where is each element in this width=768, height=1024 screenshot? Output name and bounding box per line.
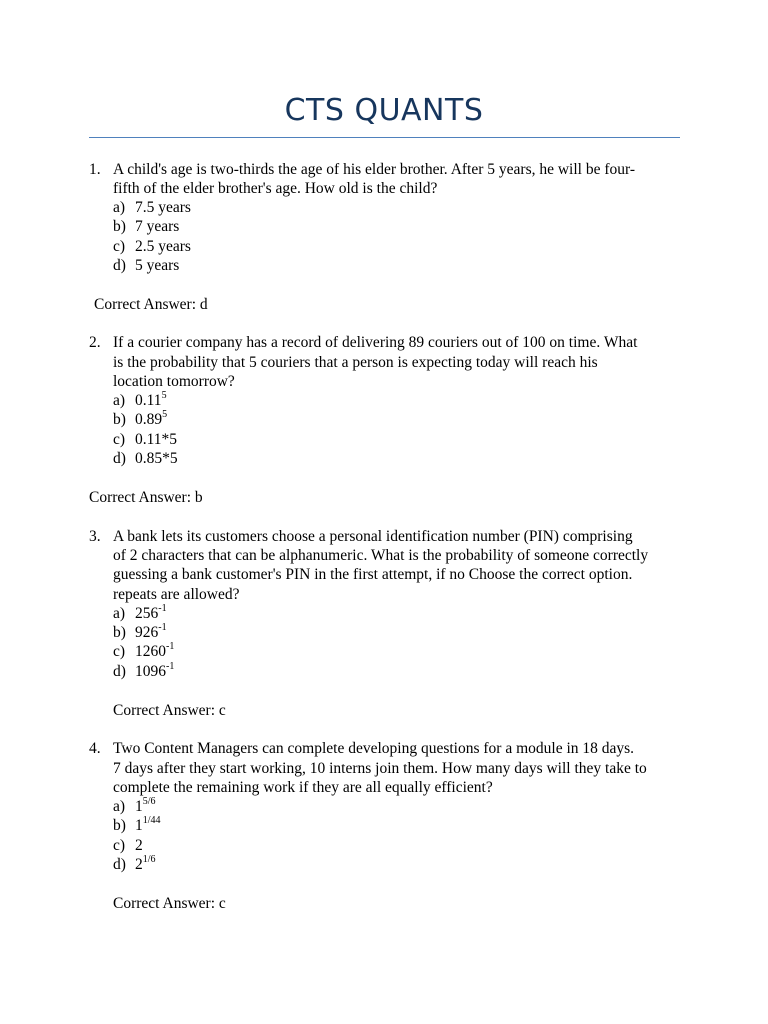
question-1-number: 1. bbox=[89, 161, 101, 178]
question-1-text-line-1: A child's age is two-thirds the age of his elder brother. After 5 years, he will be four- bbox=[113, 161, 636, 178]
question-3-text-line-1: A bank lets its customers choose a personal identification number (PIN) comprising bbox=[113, 528, 633, 545]
question-2-number: 2. bbox=[89, 334, 101, 351]
question-3-number: 3. bbox=[89, 528, 101, 545]
title-divider bbox=[89, 137, 680, 138]
question-2-option-a: a) 0.11$^5$ bbox=[113, 389, 167, 409]
question-1-answer: Correct Answer: d bbox=[94, 296, 208, 313]
question-4-text-line-1: Two Content Managers can complete developing questions for a module in 18 days. bbox=[113, 740, 635, 757]
question-1-option-b: b) 7 years bbox=[113, 218, 180, 235]
question-4-option-d: d) $2^{1/6}$ bbox=[113, 853, 156, 873]
question-3-option-b: b) $926^{-1}$ bbox=[113, 621, 167, 641]
question-4-number: 4. bbox=[89, 740, 101, 757]
question-4-text-line-3: complete the remaining work if they are all equally efficient? bbox=[113, 779, 493, 796]
question-3-text-line-3: guessing a bank customer's PIN in the first attempt, if no Choose the correct option. bbox=[113, 566, 633, 583]
question-1-option-a: a) 7.5 years bbox=[113, 199, 191, 216]
question-3-answer: Correct Answer: c bbox=[113, 702, 226, 719]
question-3-text-line-4: repeats are allowed? bbox=[113, 586, 240, 603]
question-2-text-line-1: If a courier company has a record of delivering 89 couriers out of 100 on time. What bbox=[113, 334, 638, 351]
question-3-option-d: d) $1096^{-1}$ bbox=[113, 660, 175, 680]
question-4-option-b: b) $1^{1/44}$ bbox=[113, 814, 161, 834]
question-2-text-line-2: is the probability that 5 couriers that a person is expecting today will reach his bbox=[113, 354, 598, 371]
question-3-text-line-2: of 2 characters that can be alphanumeric. What is the probability of someone correctly bbox=[113, 547, 649, 564]
question-4-answer: Correct Answer: c bbox=[113, 895, 226, 912]
question-2-answer: Correct Answer: b bbox=[89, 489, 203, 506]
page-title: CTS QUANTS bbox=[284, 93, 484, 128]
question-2-option-d: d) 0.85*5 bbox=[113, 450, 178, 467]
question-1-option-c: c) 2.5 years bbox=[113, 238, 191, 255]
question-4-option-a: a) $1^{5/6}$ bbox=[113, 795, 156, 815]
question-2-option-b: b) 0.89$^5$ bbox=[113, 408, 168, 428]
question-2-text-line-3: location tomorrow? bbox=[113, 373, 235, 390]
question-4-text-line-2: 7 days after they start working, 10 interns join them. How many days will they take to bbox=[113, 760, 647, 777]
question-2-option-c: c) 0.11*5 bbox=[113, 431, 178, 448]
question-3-option-c: c) $1260^{-1}$ bbox=[113, 640, 175, 660]
question-4-option-c: c) 2 bbox=[113, 837, 143, 854]
question-1-option-d: d) 5 years bbox=[113, 257, 180, 274]
question-3-option-a: a) $256^{-1}$ bbox=[113, 602, 167, 622]
question-1-text-line-2: fifth of the elder brother's age. How old is the child? bbox=[113, 180, 438, 197]
